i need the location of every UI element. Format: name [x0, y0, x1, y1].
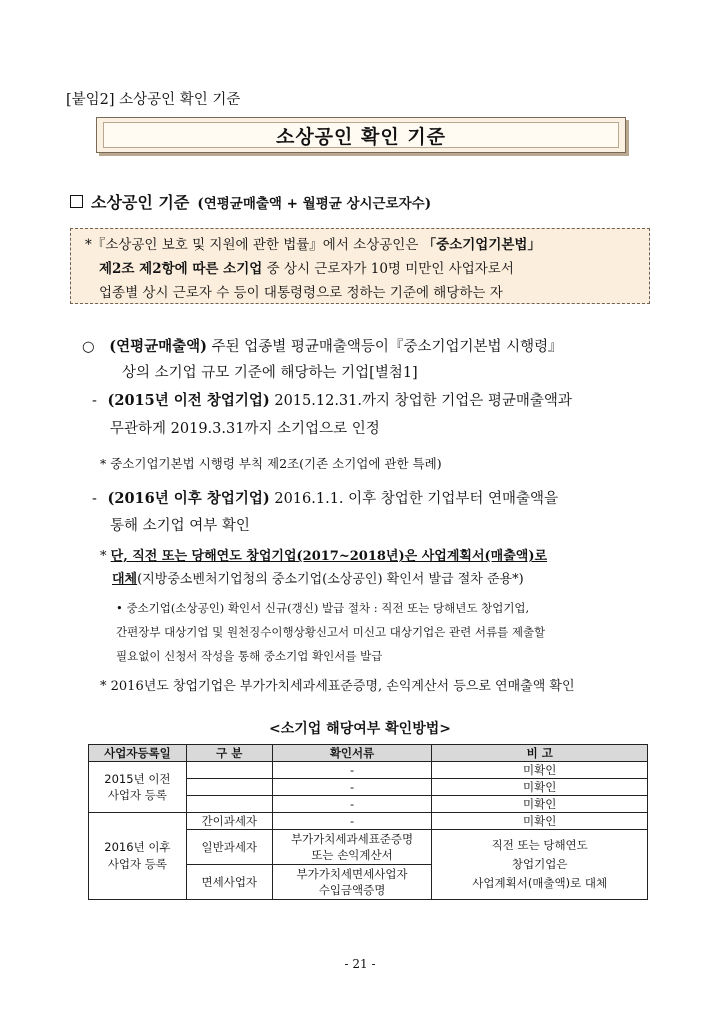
checkbox-square-icon — [70, 195, 83, 208]
table-header-row — [89, 745, 648, 762]
verification-table — [88, 744, 648, 900]
note-line-2: 제2조 제2항에 따른 소기업 중 상시 근로자가 10명 미만인 사업자로서 — [99, 261, 514, 277]
table-row: - 미확인 — [89, 779, 648, 796]
criteria-line-1: ○ (연평균매출액) 주된 업종별 평균매출액등이『중소기업기본법 시행령』 — [82, 338, 563, 355]
page-title: 소상공인 확인 기준 — [103, 122, 619, 148]
page-number: - 21 - — [344, 957, 376, 971]
group-2015-label: 2015년 이전 사업자 등록 — [89, 762, 187, 813]
subnote-line-1: • 중소기업(소상공인) 확인서 신규(갱신) 발급 절차 : 직전 또는 당해년도 창업기업, — [116, 601, 530, 615]
definition-note-box — [70, 228, 650, 304]
note-final: * 2016년도 창업기업은 부가가치세과세표준증명, 손익계산서 등으로 연매출액 확인 — [100, 679, 575, 694]
table-row: 일반과세자 부가가치세과세표준증명 또는 손익계산서 직전 또는 당해연도 창업기업은 사업계획서(매출액)로 대체 — [89, 830, 648, 865]
header-registration-date: 사업자등록일 — [89, 745, 187, 762]
table-row: - 미확인 — [89, 796, 648, 813]
section-heading — [70, 190, 431, 213]
item-2016-line-2: 통해 소기업 여부 확인 — [110, 518, 250, 534]
subnote-line-2: 간편장부 대상기업 및 원천징수이행상황신고서 미신고 대상기업은 관련 서류를 제출할 — [116, 625, 546, 639]
table-row: 면세사업자 부가가치세면세사업자 수입금액증명 — [89, 865, 648, 900]
table-row: 2015년 이전 사업자 등록 - 미확인 — [89, 762, 648, 779]
section-subtitle: (연평균매출액 + 월평균 상시근로자수) — [197, 195, 432, 212]
merged-remark: 직전 또는 당해연도 창업기업은 사업계획서(매출액)로 대체 — [432, 830, 648, 900]
table-row: 2016년 이후 사업자 등록 간이과세자 - 미확인 — [89, 813, 648, 830]
note-2016-line-2: 대체(지방중소벤처기업청의 중소기업(소상공인) 확인서 발급 절차 준용*) — [112, 572, 524, 587]
header-remarks: 비 고 — [432, 745, 648, 762]
criteria-line-2: 상의 소기업 규모 기준에 해당하는 기업[별첨1] — [122, 365, 418, 381]
item-2015-line-2: 무관하게 2019.3.31까지 소기업으로 인정 — [110, 421, 380, 437]
attachment-tag: [붙임2] 소상공인 확인 기준 — [66, 92, 241, 108]
item-2015-line-1: - (2015년 이전 창업기업) 2015.12.31.까지 창업한 기업은 평균매출액과 — [92, 392, 572, 409]
note-line-1: *『소상공인 보호 및 지원에 관한 법률』에서 소상공인은 「중소기업기본법」 — [85, 237, 541, 253]
note-line-3: 업종별 상시 근로자 수 등이 대통령령으로 정하는 기준에 해당하는 자 — [99, 285, 503, 301]
group-2016-label: 2016년 이후 사업자 등록 — [89, 813, 187, 900]
title-box — [96, 117, 626, 153]
section-title: 소상공인 기준 — [91, 193, 190, 212]
header-category: 구 분 — [186, 745, 272, 762]
item-2016-line-1: - (2016년 이후 창업기업) 2016.1.1. 이후 창업한 기업부터 연매출액을 — [92, 490, 559, 507]
subnote-line-3: 필요없이 신청서 작성을 통해 중소기업 확인서를 발급 — [116, 649, 383, 663]
header-documents: 확인서류 — [272, 745, 432, 762]
note-2016-line-1: * 단, 직전 또는 당해연도 창업기업(2017~2018년)은 사업계획서(매출액)로 — [100, 549, 548, 564]
note-law-name: 「중소기업기본법」 — [422, 237, 541, 253]
table-caption: <소기업 해당여부 확인방법> — [269, 721, 451, 737]
circle-bullet-icon: ○ — [82, 339, 95, 355]
note-2015: * 중소기업기본법 시행령 부칙 제2조(기존 소기업에 관한 특례) — [100, 456, 442, 471]
